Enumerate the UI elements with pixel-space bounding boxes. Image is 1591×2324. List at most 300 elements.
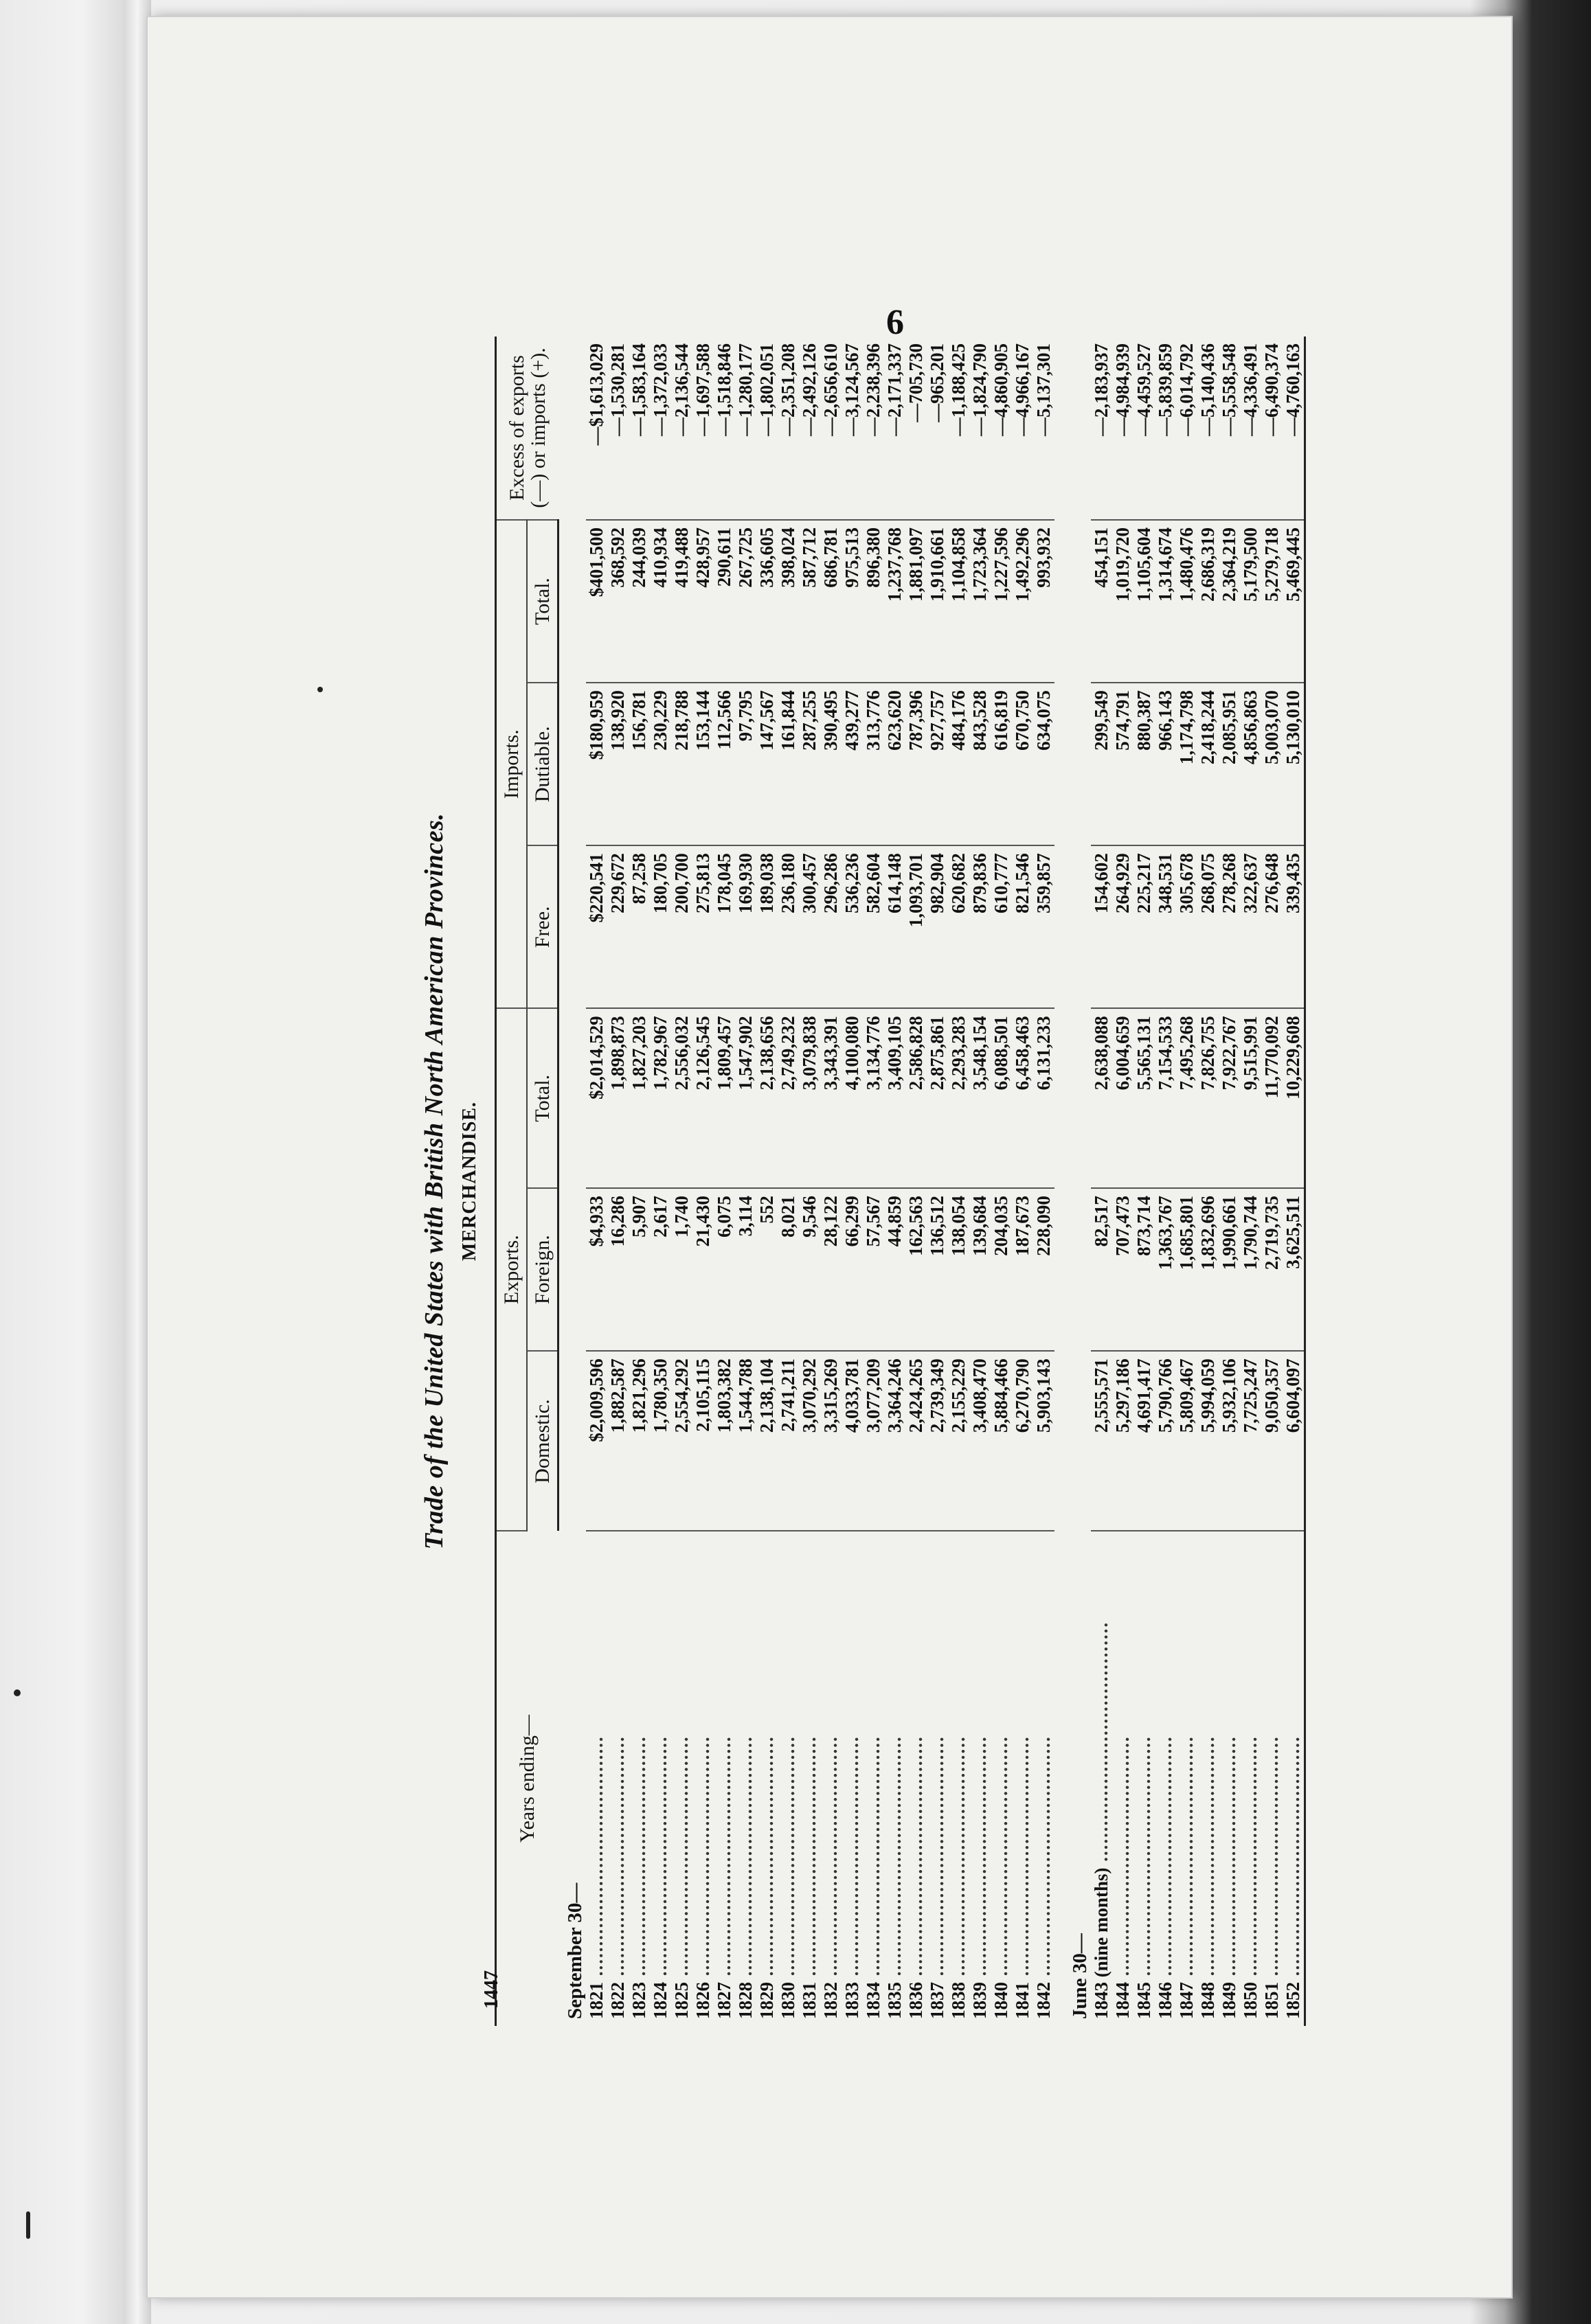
foreign-cell: 204,035: [991, 1188, 1012, 1351]
dutiable-cell: 787,396: [905, 683, 927, 845]
domestic-cell: 3,315,269: [820, 1351, 842, 1531]
exports-total-cell: 2,638,088: [1091, 1008, 1112, 1188]
foreign-cell: 2,617: [650, 1188, 671, 1351]
foreign-cell: 187,673: [1012, 1188, 1033, 1351]
year-label: 1845: [1133, 1982, 1154, 2019]
year-cell: [735, 1531, 756, 2026]
header-domestic: Domestic.: [527, 1351, 558, 1531]
foreign-cell: 21,430: [692, 1188, 714, 1351]
leader-dots: ........................................: [842, 1735, 862, 1982]
exports-total-cell: 6,458,463: [1012, 1008, 1033, 1188]
year-label: 1842: [1033, 1982, 1054, 2019]
imports-total-cell: 686,781: [820, 520, 842, 683]
year-label: 1823: [629, 1982, 649, 2019]
year-label: 1822: [607, 1982, 628, 2019]
year-cell: [1261, 1531, 1283, 2026]
binding-strip: [124, 0, 151, 2324]
excess-cell: —1,188,425: [948, 337, 969, 520]
exports-total-cell: 2,875,861: [927, 1008, 948, 1188]
foreign-cell: 3,114: [735, 1188, 756, 1351]
free-cell: 300,457: [799, 845, 820, 1008]
free-cell: 189,038: [756, 845, 778, 1008]
dutiable-cell: 4,856,863: [1240, 683, 1261, 845]
imports-total-cell: 2,364,219: [1219, 520, 1240, 683]
dutiable-cell: 390,495: [820, 683, 842, 845]
excess-cell: —2,351,208: [778, 337, 799, 520]
dutiable-cell: 439,277: [842, 683, 863, 845]
dutiable-cell: 2,085,951: [1219, 683, 1240, 845]
exports-total-cell: 1,809,457: [714, 1008, 735, 1188]
foreign-cell: 138,054: [948, 1188, 969, 1351]
header-dutiable: Dutiable.: [527, 683, 558, 845]
free-cell: 348,531: [1155, 845, 1176, 1008]
excess-cell: —4,966,167: [1012, 337, 1033, 520]
imports-total-cell: 419,488: [671, 520, 692, 683]
domestic-cell: 2,739,349: [927, 1351, 948, 1531]
exports-total-cell: 11,770,092: [1261, 1008, 1283, 1188]
table-row: [1133, 337, 1155, 2026]
imports-total-cell: 5,469,445: [1283, 520, 1305, 683]
table-row: [1112, 337, 1133, 2026]
imports-total-cell: 1,227,596: [991, 520, 1012, 683]
year-cell: [1176, 1531, 1197, 2026]
leader-dots: ........................................: [884, 1735, 905, 1982]
free-cell: 879,836: [969, 845, 991, 1008]
dutiable-cell: 97,795: [735, 683, 756, 845]
free-cell: 296,286: [820, 845, 842, 1008]
year-label: 1827: [714, 1982, 734, 2019]
foreign-cell: 1,790,744: [1240, 1188, 1261, 1351]
imports-total-cell: 336,605: [756, 520, 778, 683]
header-exports: Exports.: [496, 1008, 528, 1531]
gap-cell: [1054, 337, 1064, 2026]
domestic-cell: 2,741,211: [778, 1351, 799, 1531]
foreign-cell: 16,286: [607, 1188, 629, 1351]
domestic-cell: 5,994,059: [1197, 1351, 1219, 1531]
year-cell: [1240, 1531, 1261, 2026]
foreign-cell: 9,546: [799, 1188, 820, 1351]
excess-cell: —2,492,126: [799, 337, 820, 520]
foreign-cell: 28,122: [820, 1188, 842, 1351]
dutiable-cell: 287,255: [799, 683, 820, 845]
free-cell: 275,813: [692, 845, 714, 1008]
year-label: 1834: [863, 1982, 883, 2019]
imports-total-cell: 454,151: [1091, 520, 1112, 683]
table-row: [778, 337, 799, 2026]
year-cell: [1033, 1531, 1054, 2026]
year-cell: [586, 1531, 607, 2026]
table-row: [629, 337, 650, 2026]
domestic-cell: 2,555,571: [1091, 1351, 1112, 1531]
domestic-cell: $2,009,596: [586, 1351, 607, 1531]
leader-dots: ........................................: [756, 1735, 777, 1982]
dutiable-cell: 161,844: [778, 683, 799, 845]
leader-dots: ........................................: [586, 1735, 607, 1982]
trade-table: [495, 337, 1306, 2026]
excess-cell: —5,137,301: [1033, 337, 1054, 520]
exports-total-cell: 2,556,032: [671, 1008, 692, 1188]
leader-dots: ........................................: [863, 1735, 883, 1982]
table-row: [799, 337, 820, 2026]
table-row: [884, 337, 905, 2026]
excess-cell: —5,839,859: [1155, 337, 1176, 520]
domestic-cell: 2,138,104: [756, 1351, 778, 1531]
dutiable-cell: 880,387: [1133, 683, 1155, 845]
foreign-cell: 57,567: [863, 1188, 884, 1351]
excess-cell: —6,490,374: [1261, 337, 1283, 520]
year-label: 1839: [969, 1982, 990, 2019]
exports-total-cell: 10,229,608: [1283, 1008, 1305, 1188]
free-cell: 1,093,701: [905, 845, 927, 1008]
excess-cell: —1,372,033: [650, 337, 671, 520]
exports-total-cell: 6,004,659: [1112, 1008, 1133, 1188]
imports-total-cell: 2,686,319: [1197, 520, 1219, 683]
excess-cell: —4,860,905: [991, 337, 1012, 520]
leader-dots: ........................................: [1155, 1735, 1175, 1982]
imports-total-cell: 1,492,296: [1012, 520, 1033, 683]
free-cell: 264,929: [1112, 845, 1133, 1008]
year-label: 1835: [884, 1982, 905, 2019]
imports-total-cell: 410,934: [650, 520, 671, 683]
exports-total-cell: $2,014,529: [586, 1008, 607, 1188]
dutiable-cell: 634,075: [1033, 683, 1054, 845]
foreign-cell: 6,075: [714, 1188, 735, 1351]
foreign-cell: 873,714: [1133, 1188, 1155, 1351]
foreign-cell: 82,517: [1091, 1188, 1112, 1351]
header-free: Free.: [527, 845, 558, 1008]
imports-total-cell: 1,105,604: [1133, 520, 1155, 683]
header-excess: Excess of exports (—) or imports (+).: [496, 337, 558, 520]
domestic-cell: 6,270,790: [1012, 1351, 1033, 1531]
domestic-cell: 5,809,467: [1176, 1351, 1197, 1531]
excess-cell: —1,518,846: [714, 337, 735, 520]
exports-total-cell: 3,134,776: [863, 1008, 884, 1188]
imports-total-cell: 993,932: [1033, 520, 1054, 683]
table-row: [650, 337, 671, 2026]
table-row: [586, 337, 607, 2026]
foreign-cell: 44,859: [884, 1188, 905, 1351]
imports-total-cell: 1,910,661: [927, 520, 948, 683]
year-label: 1851: [1261, 1982, 1282, 2019]
free-cell: 200,700: [671, 845, 692, 1008]
exports-total-cell: 9,515,991: [1240, 1008, 1261, 1188]
dutiable-cell: 574,791: [1112, 683, 1133, 845]
domestic-cell: 2,105,115: [692, 1351, 714, 1531]
imports-total-cell: 587,712: [799, 520, 820, 683]
domestic-cell: 7,725,247: [1240, 1351, 1261, 1531]
excess-cell: —$1,613,029: [586, 337, 607, 520]
leader-dots: ........................................: [607, 1735, 628, 1982]
dutiable-cell: 313,776: [863, 683, 884, 845]
header-exports-total: Total.: [527, 1008, 558, 1188]
foreign-cell: 139,684: [969, 1188, 991, 1351]
domestic-cell: 1,780,350: [650, 1351, 671, 1531]
year-label: 1829: [756, 1982, 777, 2019]
free-cell: 305,678: [1176, 845, 1197, 1008]
header-years: Years ending—: [496, 1531, 558, 2026]
domestic-cell: 3,408,470: [969, 1351, 991, 1531]
imports-total-cell: 975,513: [842, 520, 863, 683]
year-cell: [969, 1531, 991, 2026]
header-imports-total: Total.: [527, 520, 558, 683]
imports-total-cell: 1,104,858: [948, 520, 969, 683]
imports-total-cell: 267,725: [735, 520, 756, 683]
domestic-cell: 1,821,296: [629, 1351, 650, 1531]
imports-total-cell: 290,611: [714, 520, 735, 683]
domestic-cell: 1,882,587: [607, 1351, 629, 1531]
leader-dots: ........................................: [1091, 1621, 1112, 1868]
free-cell: 268,075: [1197, 845, 1219, 1008]
exports-total-cell: 1,827,203: [629, 1008, 650, 1188]
year-cell: [863, 1531, 884, 2026]
excess-cell: —1,824,790: [969, 337, 991, 520]
table-row: [1176, 337, 1197, 2026]
table-row: [714, 337, 735, 2026]
table-row: [927, 337, 948, 2026]
year-cell: [692, 1531, 714, 2026]
table-body: [558, 337, 1305, 2026]
year-label: 1825: [671, 1982, 692, 2019]
imports-total-cell: 1,314,674: [1155, 520, 1176, 683]
excess-cell: —1,583,164: [629, 337, 650, 520]
domestic-cell: 5,932,106: [1219, 1351, 1240, 1531]
foreign-cell: 1,363,767: [1155, 1188, 1176, 1351]
free-cell: 582,604: [863, 845, 884, 1008]
exports-total-cell: 3,409,105: [884, 1008, 905, 1188]
year-label: 1821: [586, 1982, 607, 2019]
leader-dots: ........................................: [969, 1735, 990, 1982]
excess-cell: —5,558,548: [1219, 337, 1240, 520]
domestic-cell: 9,050,357: [1261, 1351, 1283, 1531]
section-row: [558, 337, 587, 2026]
domestic-cell: 5,884,466: [991, 1351, 1012, 1531]
year-cell: [1219, 1531, 1240, 2026]
free-cell: 620,682: [948, 845, 969, 1008]
dutiable-cell: 843,528: [969, 683, 991, 845]
table-row: [991, 337, 1012, 2026]
imports-total-cell: $401,500: [586, 520, 607, 683]
leader-dots: ........................................: [905, 1735, 926, 1982]
dutiable-cell: 5,003,070: [1261, 683, 1283, 845]
dutiable-cell: 156,781: [629, 683, 650, 845]
dutiable-cell: 670,750: [1012, 683, 1033, 845]
year-cell: [820, 1531, 842, 2026]
year-label: 1837: [927, 1982, 947, 2019]
imports-total-cell: 244,039: [629, 520, 650, 683]
dutiable-cell: 927,757: [927, 683, 948, 845]
free-cell: 610,777: [991, 845, 1012, 1008]
dutiable-cell: 966,143: [1155, 683, 1176, 845]
table-row: [948, 337, 969, 2026]
scan-speck: [14, 1689, 21, 1696]
foreign-cell: 5,907: [629, 1188, 650, 1351]
exports-total-cell: 6,131,233: [1033, 1008, 1054, 1188]
page-number: 6: [886, 303, 904, 342]
foreign-cell: 1,740: [671, 1188, 692, 1351]
year-label: 1838: [948, 1982, 969, 2019]
year-label: 1846: [1155, 1982, 1175, 2019]
leader-dots: ........................................: [692, 1735, 713, 1982]
year-cell: [607, 1531, 629, 2026]
year-cell: [927, 1531, 948, 2026]
leader-dots: ........................................: [1176, 1735, 1197, 1982]
table-row: [692, 337, 714, 2026]
year-cell: [905, 1531, 927, 2026]
table-row: [842, 337, 863, 2026]
excess-cell: —5,140,436: [1197, 337, 1219, 520]
year-label: 1828: [735, 1982, 756, 2019]
leader-dots: ........................................: [714, 1735, 734, 1982]
table-row: [969, 337, 991, 2026]
exports-total-cell: 1,547,902: [735, 1008, 756, 1188]
year-label: 1830: [778, 1982, 798, 2019]
dutiable-cell: 484,176: [948, 683, 969, 845]
year-label: 1836: [905, 1982, 926, 2019]
foreign-cell: 1,685,801: [1176, 1188, 1197, 1351]
year-label: 1848: [1197, 1982, 1218, 2019]
table-row: [735, 337, 756, 2026]
free-cell: 178,045: [714, 845, 735, 1008]
year-cell: [778, 1531, 799, 2026]
leader-dots: ........................................: [1283, 1735, 1303, 1982]
domestic-cell: 3,364,246: [884, 1351, 905, 1531]
header-imports: Imports.: [496, 520, 528, 1008]
dutiable-cell: 147,567: [756, 683, 778, 845]
free-cell: 278,268: [1219, 845, 1240, 1008]
excess-cell: —1,530,281: [607, 337, 629, 520]
free-cell: 359,857: [1033, 845, 1054, 1008]
imports-total-cell: 398,024: [778, 520, 799, 683]
excess-cell: —2,656,610: [820, 337, 842, 520]
excess-cell: —3,124,567: [842, 337, 863, 520]
imports-total-cell: 5,279,718: [1261, 520, 1283, 683]
year-cell: [1133, 1531, 1155, 2026]
year-cell: [948, 1531, 969, 2026]
leader-dots: ........................................: [991, 1735, 1011, 1982]
free-cell: 821,546: [1012, 845, 1033, 1008]
free-cell: 322,637: [1240, 845, 1261, 1008]
foreign-cell: 1,990,661: [1219, 1188, 1240, 1351]
leader-dots: ........................................: [948, 1735, 969, 1982]
exports-total-cell: 6,088,501: [991, 1008, 1012, 1188]
year-label: 1831: [799, 1982, 820, 2019]
leader-dots: ........................................: [1012, 1735, 1033, 1982]
exports-total-cell: 7,154,533: [1155, 1008, 1176, 1188]
year-cell: [756, 1531, 778, 2026]
imports-total-cell: 896,380: [863, 520, 884, 683]
free-cell: 236,180: [778, 845, 799, 1008]
header-foreign: Foreign.: [527, 1188, 558, 1351]
exports-total-cell: 3,548,154: [969, 1008, 991, 1188]
domestic-cell: 6,604,097: [1283, 1351, 1305, 1531]
excess-cell: —705,730: [905, 337, 927, 520]
imports-total-cell: 1,723,364: [969, 520, 991, 683]
leader-dots: ........................................: [671, 1735, 692, 1982]
leader-dots: ........................................: [650, 1735, 670, 1982]
exports-total-cell: 2,126,545: [692, 1008, 714, 1188]
leader-dots: ........................................: [1219, 1735, 1239, 1982]
excess-cell: —4,336,491: [1240, 337, 1261, 520]
year-cell: [1112, 1531, 1133, 2026]
year-label: 1832: [820, 1982, 841, 2019]
table-row: [1261, 337, 1283, 2026]
foreign-cell: 162,563: [905, 1188, 927, 1351]
leader-dots: ........................................: [778, 1735, 798, 1982]
dutiable-cell: $180,959: [586, 683, 607, 845]
year-label: 1850: [1240, 1982, 1261, 2019]
excess-cell: —2,136,544: [671, 337, 692, 520]
year-label: 1826: [692, 1982, 713, 2019]
dutiable-cell: 138,920: [607, 683, 629, 845]
imports-total-cell: 5,179,500: [1240, 520, 1261, 683]
foreign-cell: 1,832,696: [1197, 1188, 1219, 1351]
leader-dots: ........................................: [927, 1735, 947, 1982]
imports-total-cell: 1,480,476: [1176, 520, 1197, 683]
exports-total-cell: 2,138,656: [756, 1008, 778, 1188]
year-label: 1841: [1012, 1982, 1033, 2019]
leader-dots: ........................................: [820, 1735, 841, 1982]
year-label: 1840: [991, 1982, 1011, 2019]
table-row: [905, 337, 927, 2026]
year-cell: [1155, 1531, 1176, 2026]
exports-total-cell: 4,100,080: [842, 1008, 863, 1188]
exports-total-cell: 1,898,873: [607, 1008, 629, 1188]
foreign-cell: 136,512: [927, 1188, 948, 1351]
excess-cell: —2,183,937: [1091, 337, 1112, 520]
section-label: June 30—: [1069, 1933, 1091, 2019]
exports-total-cell: 2,293,283: [948, 1008, 969, 1188]
table-title: Trade of the United States with British North American Provinces.: [420, 812, 449, 1550]
dutiable-cell: 2,418,244: [1197, 683, 1219, 845]
excess-cell: —965,201: [927, 337, 948, 520]
year-label: 1847: [1176, 1982, 1197, 2019]
exports-total-cell: 5,565,131: [1133, 1008, 1155, 1188]
leader-dots: ........................................: [1112, 1735, 1133, 1982]
imports-total-cell: 1,881,097: [905, 520, 927, 683]
leader-dots: ........................................: [1240, 1735, 1261, 1982]
table-row: [671, 337, 692, 2026]
table-row: [1033, 337, 1054, 2026]
folio-number: 1447: [481, 1970, 502, 2009]
year-label: 1824: [650, 1982, 670, 2019]
year-label: 1833: [842, 1982, 862, 2019]
domestic-cell: 2,155,229: [948, 1351, 969, 1531]
excess-cell: —2,238,396: [863, 337, 884, 520]
free-cell: 982,904: [927, 845, 948, 1008]
foreign-cell: 2,719,735: [1261, 1188, 1283, 1351]
leader-dots: ........................................: [1033, 1735, 1054, 1982]
domestic-cell: 3,070,292: [799, 1351, 820, 1531]
domestic-cell: 2,424,265: [905, 1351, 927, 1531]
year-label: 1849: [1219, 1982, 1239, 2019]
domestic-cell: 4,033,781: [842, 1351, 863, 1531]
exports-total-cell: 7,922,767: [1219, 1008, 1240, 1188]
year-cell: [1012, 1531, 1033, 2026]
rotated-table-block: [419, 337, 1381, 2026]
leader-dots: ........................................: [1133, 1735, 1154, 1982]
excess-cell: —1,697,588: [692, 337, 714, 520]
imports-total-cell: 1,019,720: [1112, 520, 1133, 683]
section-gap: [1054, 337, 1064, 2026]
excess-cell: —4,760,163: [1283, 337, 1305, 520]
domestic-cell: 4,691,417: [1133, 1351, 1155, 1531]
table-row: [1219, 337, 1240, 2026]
excess-cell: —1,280,177: [735, 337, 756, 520]
table-row: [820, 337, 842, 2026]
excess-cell: —4,459,527: [1133, 337, 1155, 520]
foreign-cell: 552: [756, 1188, 778, 1351]
table-row: [1283, 337, 1305, 2026]
